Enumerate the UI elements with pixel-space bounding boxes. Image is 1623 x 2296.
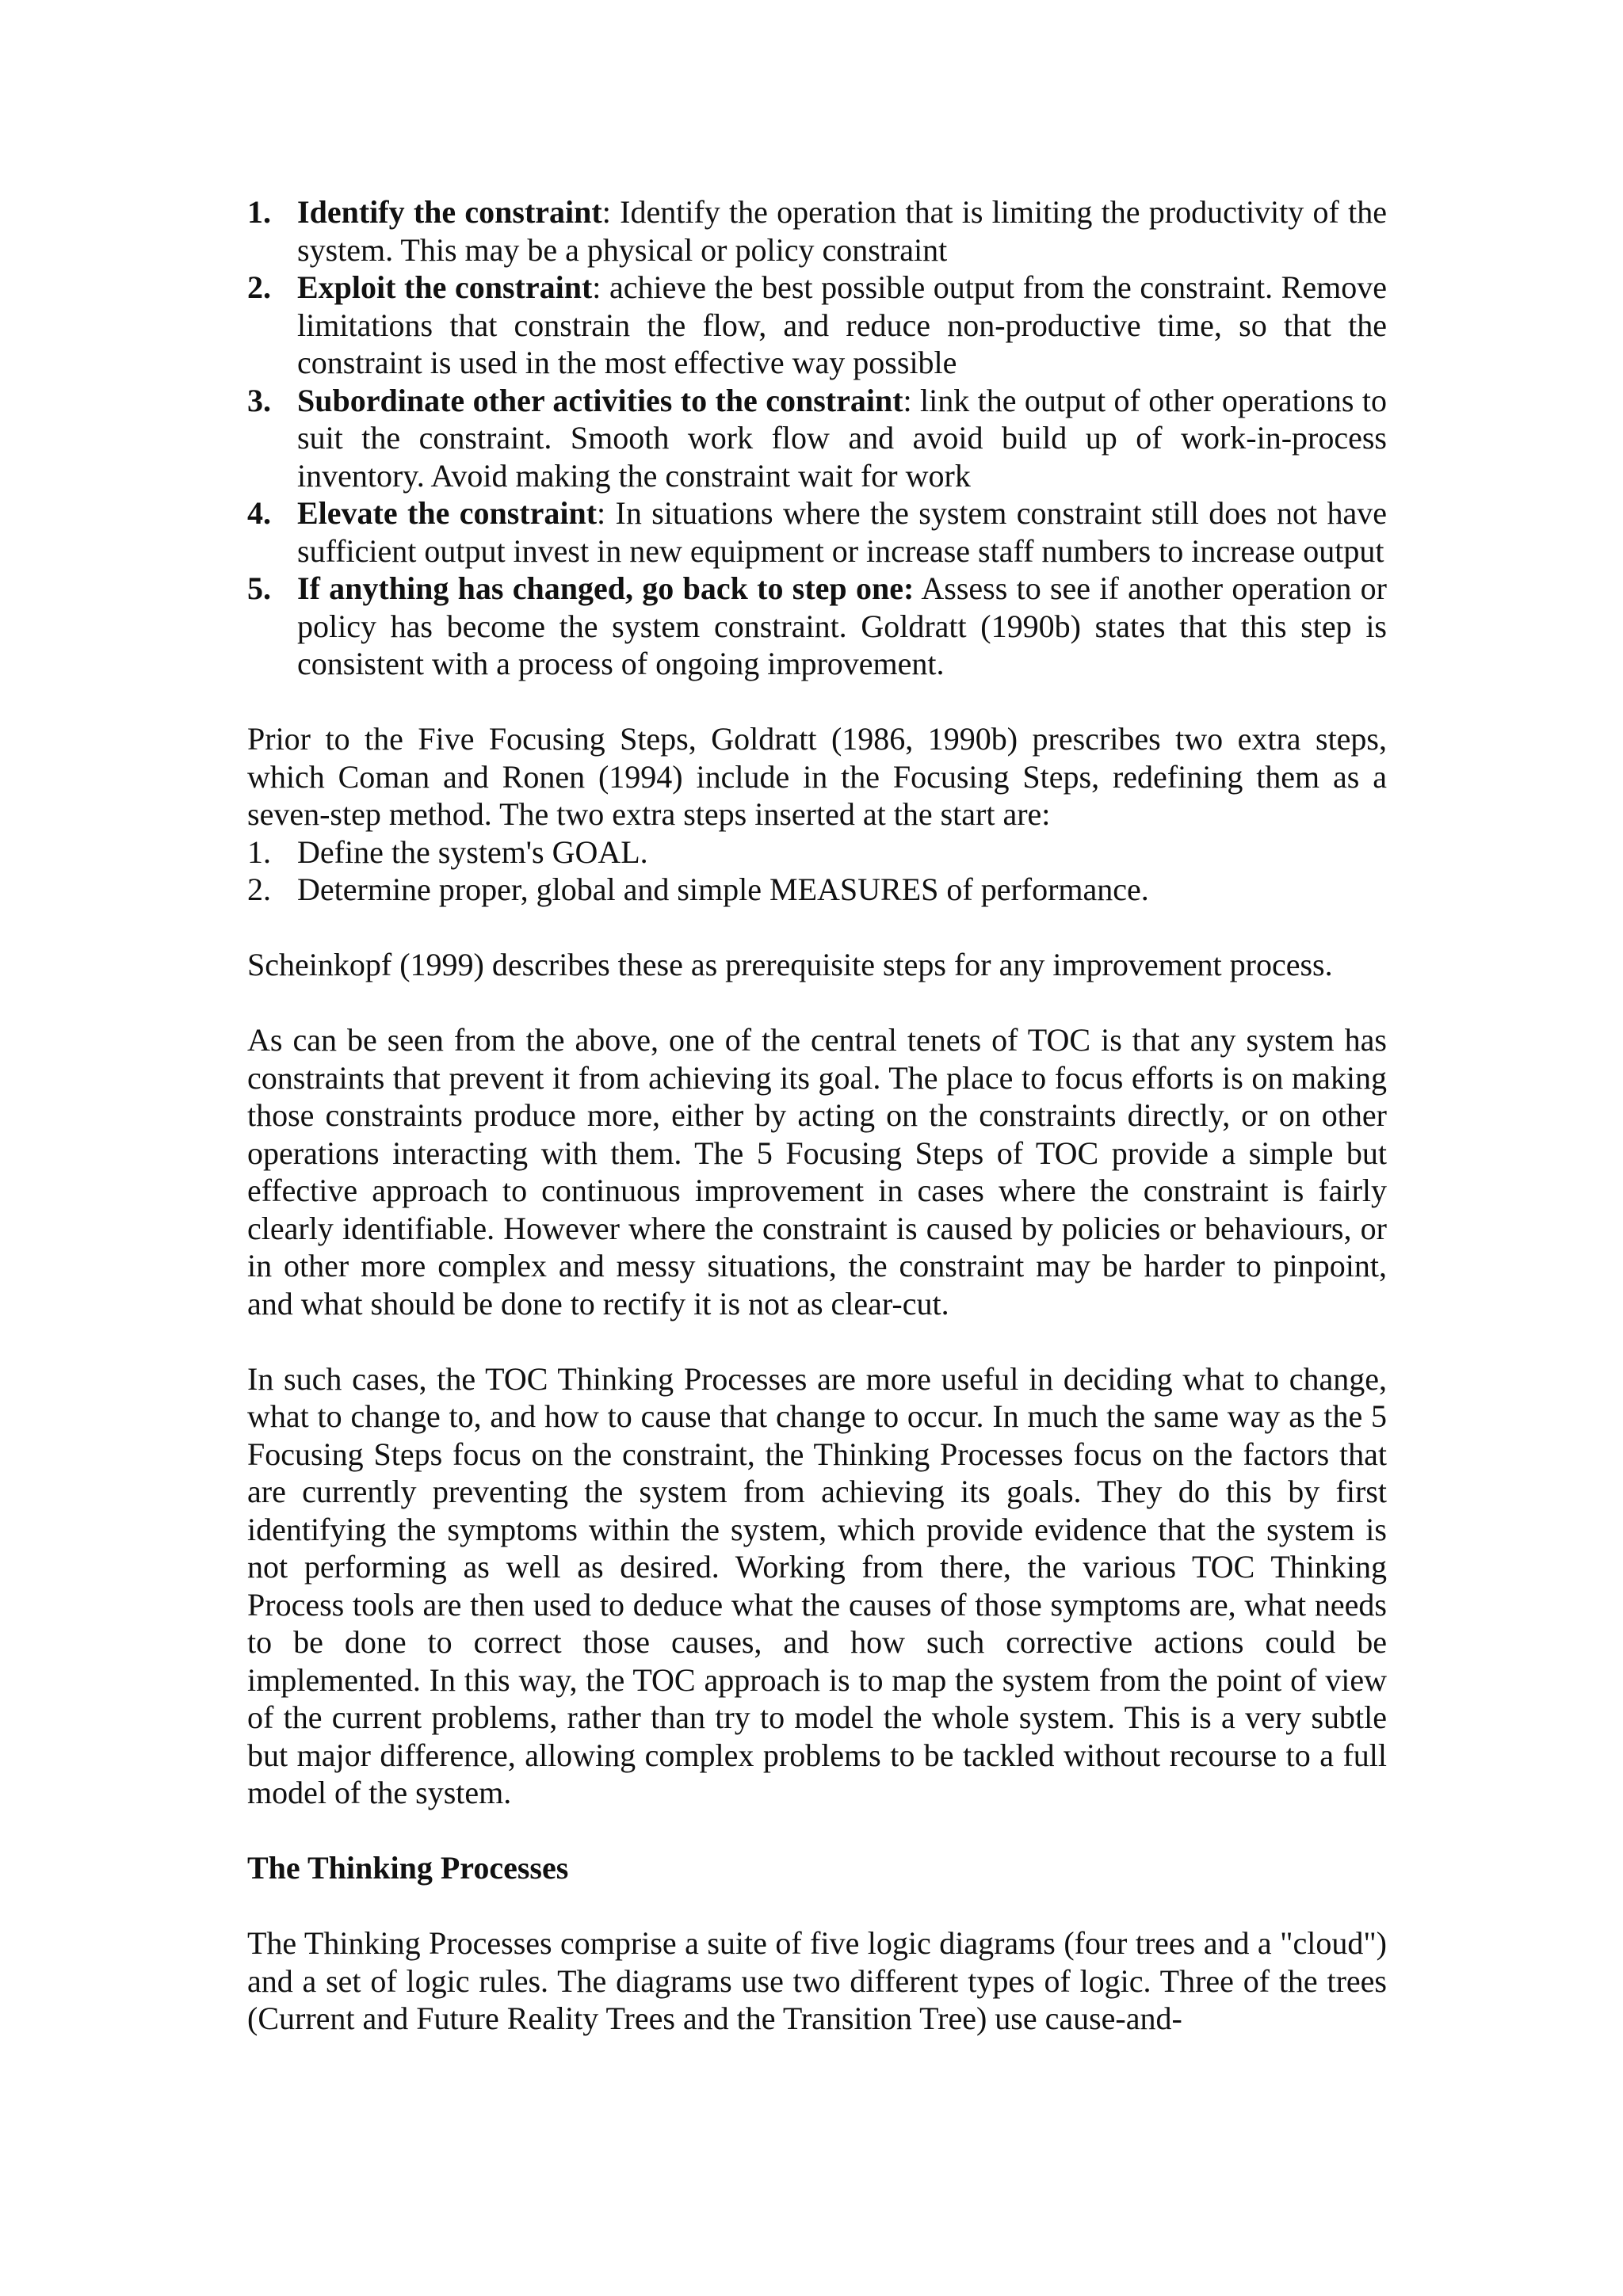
list-item [247,494,1387,570]
step-text: Define the system's GOAL. [297,833,648,870]
step-number: 3. [247,382,271,418]
step-separator: : [601,194,621,230]
scheinkopf-paragraph: Scheinkopf (1999) describes these as prerequisite steps for any improvement process. [247,947,1333,982]
step-title: Identify the constraint [297,194,602,230]
step-title: If anything has changed, go back to step one: [297,570,915,606]
step-number: 2. [247,269,271,305]
step-text: Identify the operation that is limiting the productivity of the system. This may be a physical or policy constraint [297,194,1387,268]
step-number: 1. [247,194,271,230]
list-item [247,193,1387,269]
thinking-paragraph: In such cases, the TOC Thinking Processes are more useful in deciding what to change, what to change to, and how to cause that change to occur. In much the same way as the 5 Focusing Steps focus on the constraint, the Thinking Processes focus on the factors that are currently preventing the system from achieving its goals. They do this by first identifying the symptoms within the system, which provide evidence that the system is not performing as well as desired. Working from there, the various TOC Thinking Process tools are then used to deduce what the causes of those symptoms are, what needs to be done to correct those causes, and how such corrective actions could be implemented. In this way, the TOC approach is to map the system from the point of view of the current problems, rather than try to model the whole system. This is a very subtle but major difference, allowing complex problems to be tackled without recourse to a full model of the system. [247,1360,1387,1810]
list-item [247,871,1387,909]
step-text: link the output of other operations to suit the constraint. Smooth work flow and avoid build up of work-in-process inventory. Avoid making the constraint wait for work [297,382,1387,494]
prior-paragraph: Prior to the Five Focusing Steps, Goldratt (1986, 1990b) prescribes two extra steps, which Coman and Ronen (1994) include in the Focusing Steps, redefining them as a seven-step method. The two extra steps inserted at the start are: [247,721,1387,832]
step-number: 4. [247,495,271,531]
step-separator [914,570,921,606]
step-text: In situations where the system constraint still does not have sufficient output invest in new equipment or increase staff numbers to increase output [297,495,1387,569]
step-separator: : [903,382,921,418]
step-text: Assess to see if another operation or policy has become the system constraint. Goldratt (1990b) states that this step is consistent with a process of ongoing improvement. [297,570,1388,681]
tenets-paragraph: As can be seen from the above, one of the central tenets of TOC is that any system has constraints that prevent it from achieving its goal. The place to focus efforts is on making those constraints produce more, either by acting on the constraints directly, or on other operations interacting with them. The 5 Focusing Steps of TOC provide a simple but effective approach to continuous improvement in cases where the constraint is fairly clearly identifiable. However where the constraint is caused by policies or behaviours, or in other more complex and messy situations, the constraint may be harder to pinpoint, and what should be done to rectify it is not as clear-cut. [247,1022,1387,1322]
step-separator: : [597,495,616,531]
list-item [247,570,1387,683]
step-number: 1. [247,833,271,870]
prerequisite-steps-list [247,833,1387,909]
document-page [247,193,1387,2038]
step-title: Elevate the constraint [297,495,598,531]
list-item [247,833,1387,871]
focusing-steps-list [247,193,1387,683]
step-title: Exploit the constraint [297,269,593,305]
step-separator: : [592,269,609,305]
step-number: 5. [247,570,271,606]
step-text: Determine proper, global and simple MEASURES of performance. [297,871,1149,907]
step-text: achieve the best possible output from the constraint. Remove limitations that constrain the flow, and reduce non-productive time, so that the constraint is used in the most effective way possible [297,269,1387,380]
list-item [247,269,1387,382]
final-paragraph: The Thinking Processes comprise a suite of five logic diagrams (four trees and a "cloud") and a set of logic rules. The diagrams use two different types of logic. Three of the trees (Current and Future Reality Trees and the Transition Tree) use cause-and- [247,1925,1387,2036]
list-item [247,382,1387,495]
step-title: Subordinate other activities to the constraint [297,382,903,418]
section-heading: The Thinking Processes [247,1850,569,1886]
step-number: 2. [247,871,271,907]
